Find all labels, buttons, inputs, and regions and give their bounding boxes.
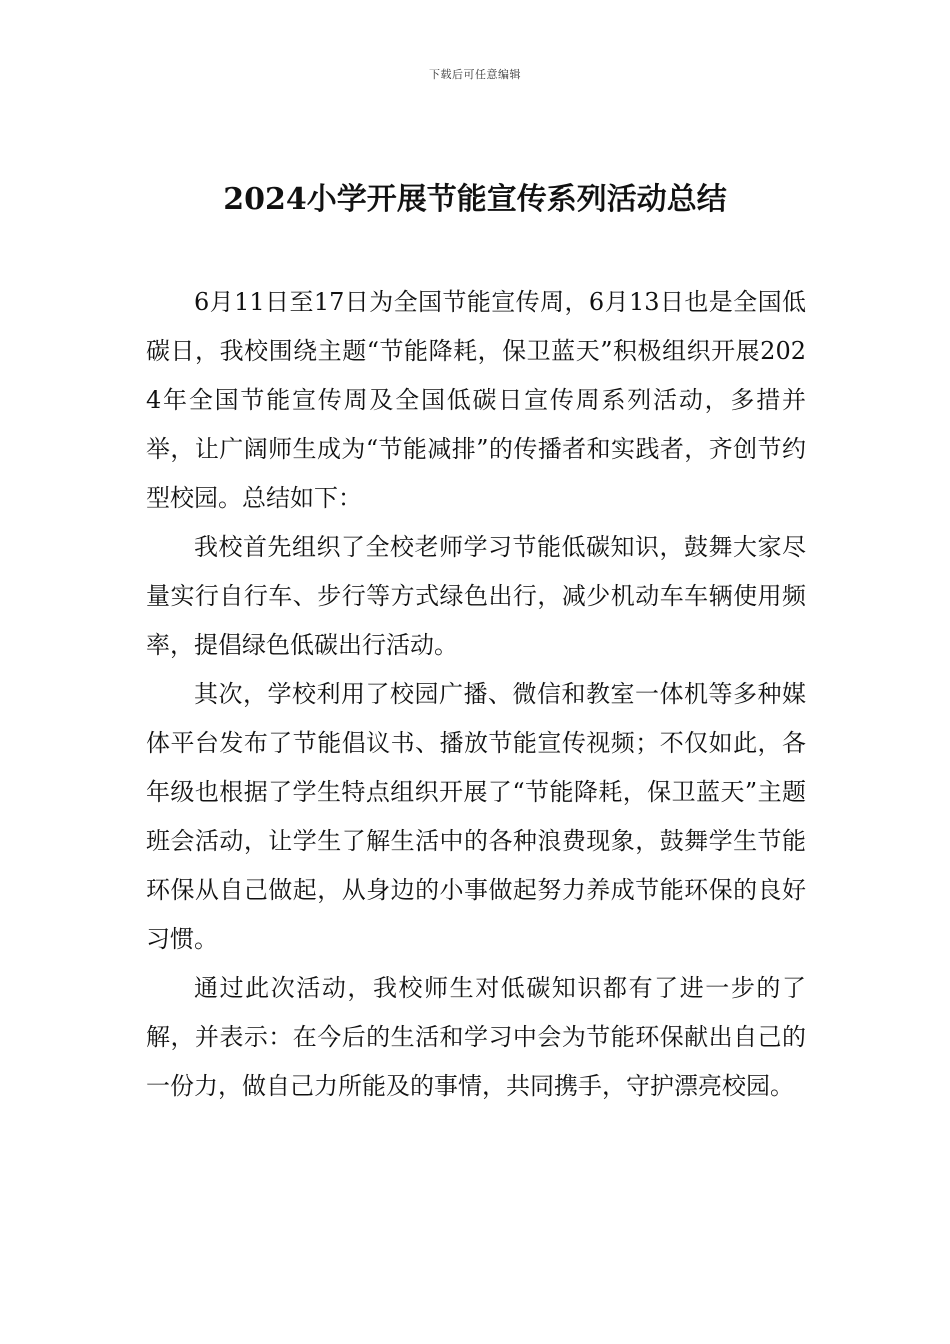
document-body: [146, 278, 806, 1111]
paragraph-intro: 6月11日至17日为全国节能宣传周，6月13日也是全国低碳日，我校围绕主题“节能降耗，保卫蓝天”积极组织开展2024年全国节能宣传周及全国低碳日宣传周系列活动，多措并举，让广阔师生成为“节能减排”的传播者和实践者，齐创节约型校园。总结如下：: [146, 288, 806, 512]
paragraph-teachers: 我校首先组织了全校老师学习节能低碳知识，鼓舞大家尽量实行自行车、步行等方式绿色出行，减少机动车车辆使用频率，提倡绿色低碳出行活动。: [146, 533, 806, 659]
paragraph-conclusion: 通过此次活动，我校师生对低碳知识都有了进一步的了解，并表示：在今后的生活和学习中会为节能环保献出自己的一份力，做自己力所能及的事情，共同携手，守护漂亮校园。: [146, 974, 806, 1100]
header-note: 下载后可任意编辑: [429, 68, 521, 81]
document-title: 2024小学开展节能宣传系列活动总结: [223, 182, 727, 217]
paragraph-media: 其次，学校利用了校园广播、微信和教室一体机等多种媒体平台发布了节能倡议书、播放节能宣传视频；不仅如此，各年级也根据了学生特点组织开展了“节能降耗，保卫蓝天”主题班会活动，让学生了解生活中的各种浪费现象，鼓舞学生节能环保从自己做起，从身边的小事做起努力养成节能环保的良好习惯。: [146, 680, 806, 953]
